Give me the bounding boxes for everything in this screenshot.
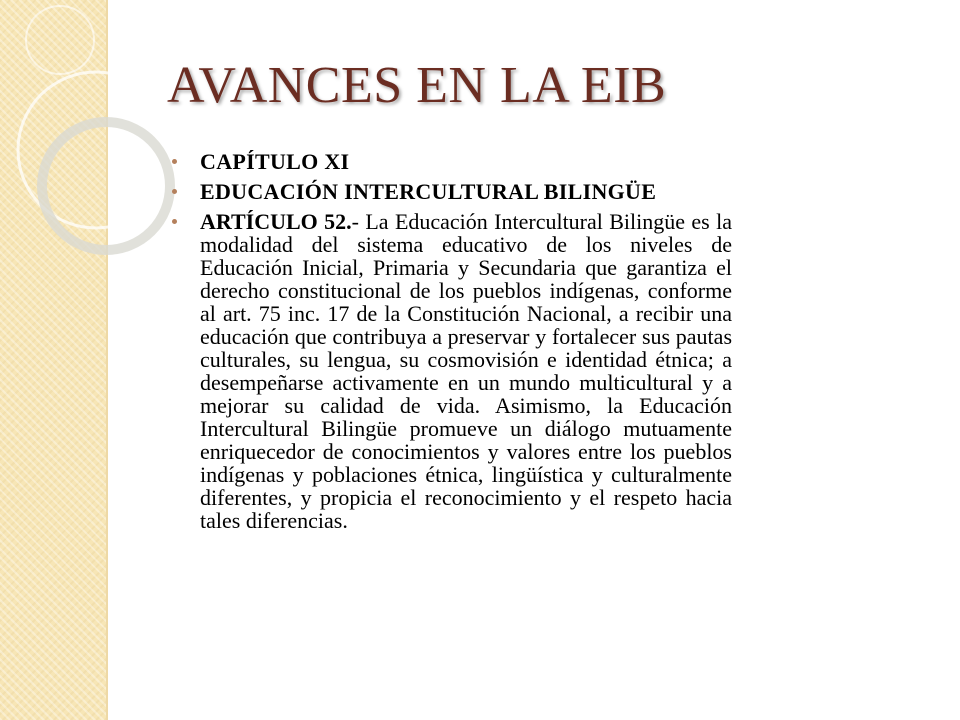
bullet-section	[200, 180, 732, 203]
bullet-chapter-text: CAPÍTULO XI	[200, 149, 350, 174]
article-body: - La Educación Intercultural Bilingüe es la modalidad del sistema educativo de los niveles de Educación Inicial, Primaria y Secundaria que garantiza el derecho constitucional de los pueblos indígenas, conforme al art. 75 inc. 17 de la Constitución Nacional, a recibir una educación que contribuya a preservar y fortalecer sus pautas culturales, su lengua, su cosmovisión e identidad étnica; a desempeñarse activamente en un mundo multicultural y a mejorar su calidad de vida. Asimismo, la Educación Intercultural Bilingüe promueve un diálogo mutuamente enriquecedor de conocimientos y valores entre los pueblos indígenas y poblaciones étnica, lingüística y culturalmente diferentes, y propicia el reconocimiento y el respeto hacia tales diferencias.	[200, 209, 732, 533]
slide-title: AVANCES EN LA EIB	[167, 57, 667, 114]
decorative-ring-small	[26, 6, 94, 74]
bullet-chapter	[200, 150, 732, 173]
decorative-ring-inner	[42, 122, 170, 250]
bullet-dot-icon	[172, 219, 177, 224]
decorative-rings-graphic	[0, 0, 200, 300]
bullet-dot-icon	[172, 189, 177, 194]
bullet-article	[200, 210, 732, 532]
slide-bullet-list	[200, 150, 732, 539]
article-label: ARTÍCULO 52.	[200, 209, 352, 234]
bullet-section-text: EDUCACIÓN INTERCULTURAL BILINGÜE	[200, 179, 657, 204]
bullet-dot-icon	[172, 159, 177, 164]
